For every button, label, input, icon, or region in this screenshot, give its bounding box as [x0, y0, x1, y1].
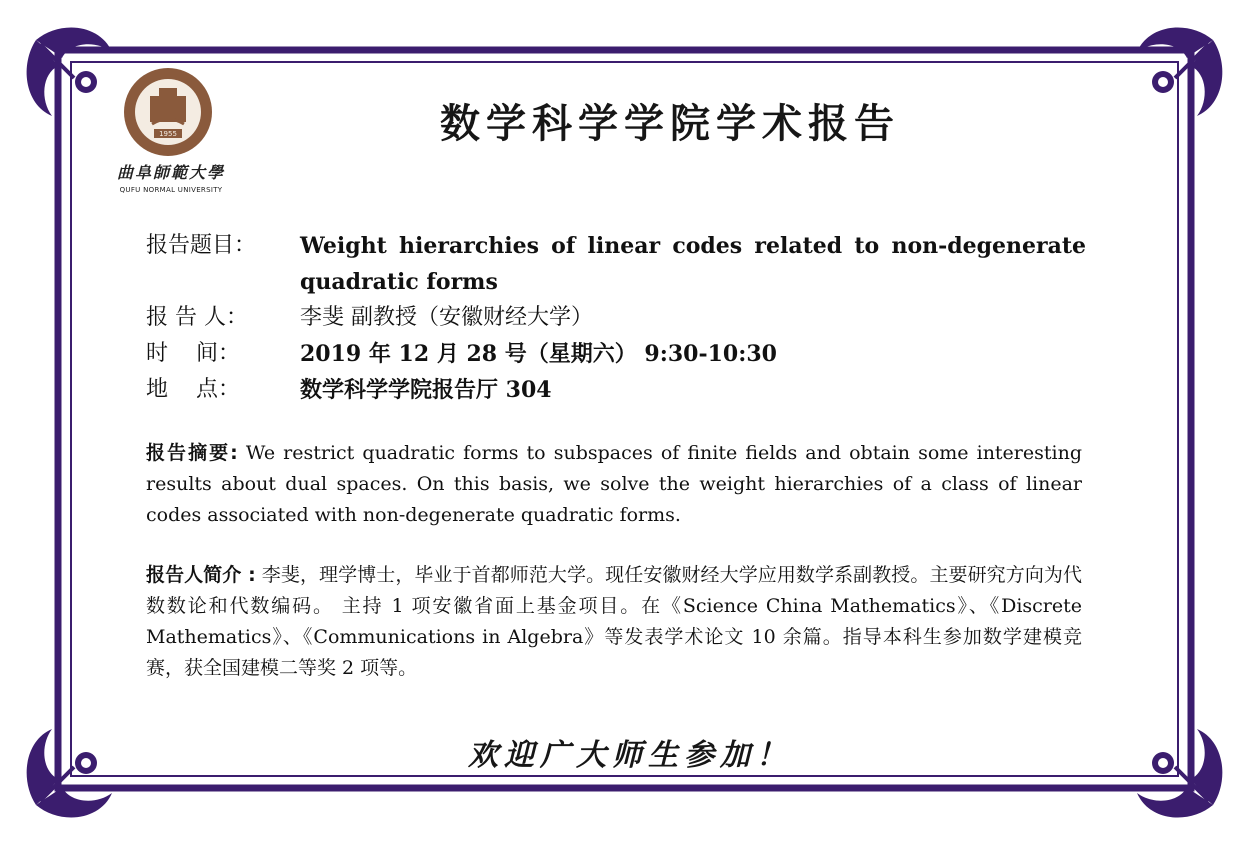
time-label: 时 间： — [146, 341, 240, 366]
place-row — [146, 372, 1086, 408]
corner-ornament-bottom-right — [1137, 729, 1222, 818]
corner-ornament-top-left — [27, 28, 112, 117]
welcome-text: 欢迎广大师生参加！ — [468, 738, 792, 773]
place-value: 数学科学学院报告厅 304 — [300, 377, 552, 403]
abstract-paragraph — [146, 438, 1082, 531]
place-label: 地 点： — [146, 377, 240, 402]
speaker-value: 李斐 副教授（安徽财经大学） — [300, 305, 593, 330]
page-title: 数学科学学院学术报告 — [440, 101, 900, 147]
speaker-row — [146, 300, 1086, 336]
university-name-en: QUFU NORMAL UNIVERSITY — [119, 186, 223, 194]
abstract-heading: 报告摘要: — [146, 442, 238, 464]
topic-line-1: Weight hierarchies of linear codes related to non-degenerate — [300, 233, 1086, 259]
topic-label: 报告题目： — [146, 233, 257, 258]
university-name-cn: 曲阜師範大學 — [116, 163, 225, 182]
abstract-text: We restrict quadratic forms to subspaces of finite fields and obtain some interesting results about dual spaces. On this basis, we solve the weight hierarchies of a class of linear codes associated with non-degenerate quadratic forms. — [146, 442, 1082, 526]
bio-text: 李斐，理学博士，毕业于首都师范大学。现任安徽财经大学应用数学系副教授。主要研究方向为代数数论和代数编码。 主持 1 项安徽省面上基金项目。在《Science China Mathematics》、《Discrete Mathematics》、《Communications in Algebra》等发表学术论文 10 余篇。指导本科生参加数学建模竞赛，获全国建模二等奖 2 项等。 — [146, 564, 1082, 679]
svg-text:1955: 1955 — [159, 130, 177, 138]
bio-paragraph — [146, 560, 1082, 684]
speaker-label: 报 告 人： — [146, 305, 248, 330]
corner-ornament-top-right — [1137, 28, 1222, 117]
talk-info — [146, 228, 1086, 408]
time-row — [146, 336, 1086, 372]
time-value: 2019 年 12 月 28 号（星期六） 9:30-10:30 — [300, 341, 777, 367]
topic-row — [146, 228, 1086, 264]
corner-ornament-bottom-left — [27, 729, 112, 818]
bio-heading: 报告人简介 : — [146, 564, 256, 586]
topic-line-2: quadratic forms — [300, 269, 498, 295]
